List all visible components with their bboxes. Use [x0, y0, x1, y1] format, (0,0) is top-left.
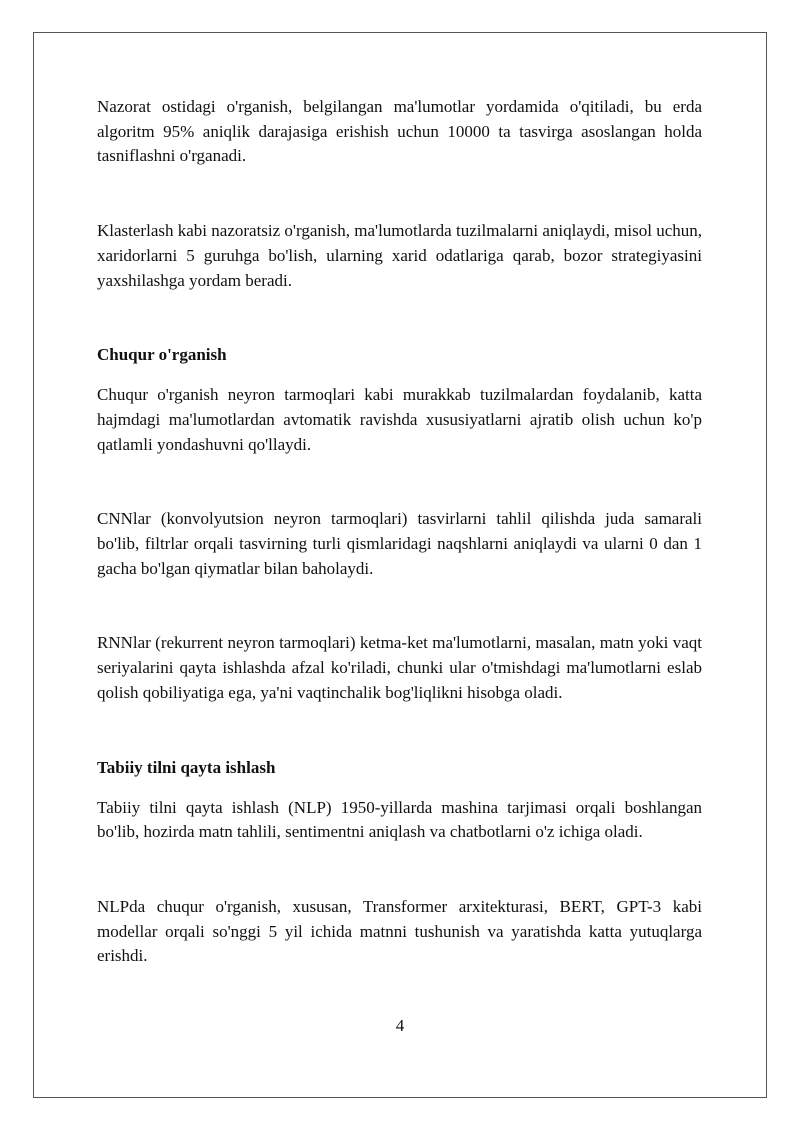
page-number: 4	[395, 1016, 405, 1035]
heading-deep-learning: Chuqur o'rganish	[97, 345, 227, 365]
paragraph-rnn: RNNlar (rekurrent neyron tarmoqlari) ketma-ket ma'lumotlarni, masalan, matn yoki vaqt seriyalarini qayta ishlashda afzal ko'riladi, chunki ular o'tmishdagi ma'lumotlarni eslab qolish qobiliyatiga ega, ya'ni vaqtinchalik bog'liqlikni hisobga oladi.	[97, 633, 702, 702]
paragraph-nlp-deep-learning: NLPda chuqur o'rganish, xususan, Transformer arxitekturasi, BERT, GPT-3 kabi modellar orqali so'nggi 5 yil ichida matnni tushunish va yaratishda katta yutuqlarga erishdi.	[97, 896, 702, 966]
paragraph-supervised-learning: Nazorat ostidagi o'rganish, belgilangan ma'lumotlar yordamida o'qitiladi, bu erda algoritm 95% aniqlik darajasiga erishish uchun 10000 ta tasvirga asoslangan holda tasniflashni o'rganadi.	[97, 97, 702, 166]
paragraph-cnn: CNNlar (konvolyutsion neyron tarmoqlari) tasvirlarni tahlil qilishda juda samarali bo'lib, filtrlar orqali tasvirning turli qismlaridagi naqshlarni aniqlaydi va ularni 0 dan 1 gacha bo'lgan qiymatlar bilan baholaydi.	[97, 509, 702, 578]
heading-nlp: Tabiiy tilni qayta ishlash	[97, 757, 276, 777]
page-content	[97, 95, 702, 969]
paragraph-nlp: Tabiiy tilni qayta ishlash (NLP) 1950-yillarda mashina tarjimasi orqali boshlangan bo'lib, hozirda matn tahlili, sentimentni aniqlash va chatbotlarni o'z ichiga oladi.	[97, 797, 702, 842]
paragraph-unsupervised-learning: Klasterlash kabi nazoratsiz o'rganish, ma'lumotlarda tuzilmalarni aniqlaydi, misol uchun, xaridorlarni 5 guruhga bo'lish, ularning xarid odatlariga qarab, bozor strategiyasini yaxshilashga yordam beradi.	[97, 221, 702, 290]
paragraph-deep-learning: Chuqur o'rganish neyron tarmoqlari kabi murakkab tuzilmalardan foydalanib, katta hajmdagi ma'lumotlardan avtomatik ravishda xususiyatlarni ajratib olish uchun ko'p qatlamli yondashuvni qo'llaydi.	[97, 385, 702, 454]
